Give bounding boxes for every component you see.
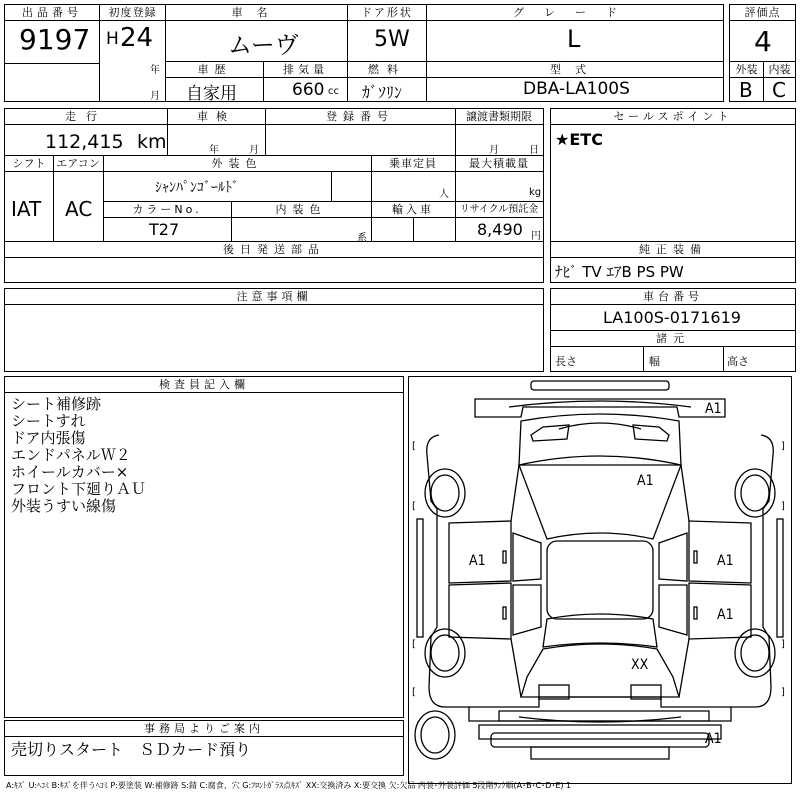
interior-label: 内装 — [764, 62, 795, 78]
color-number: T27 — [149, 220, 180, 239]
legend-text: A:ｷｽﾞ U:ﾍｺﾐ B:ｷｽﾞを伴うﾍｺﾐ P:要塗装 W:補修跡 S:錆 C:腐食、穴 G:ﾌﾛﾝﾄｶﾞﾗｽ点ｷｽﾞ XX:交換済み X:要交換 欠:欠品 内装･外装評価 5段階ﾗﾝｸ順(A･B･C･D･E) 1 — [6, 781, 572, 790]
color-no-label: カラーNo. — [132, 203, 202, 216]
chassis-number: LA100S-0171619 — [603, 308, 741, 327]
specs-box — [4, 108, 544, 242]
grade-box — [426, 4, 724, 62]
score-label: 評価点 — [730, 5, 795, 21]
inspector-line: 外装うすい線傷 — [11, 497, 117, 515]
history-box — [165, 61, 264, 102]
door-label: ドア形状 — [348, 5, 426, 21]
registration-year: 24 — [120, 23, 154, 53]
score: 4 — [754, 25, 772, 58]
notes-label: 注意事項欄 — [5, 289, 543, 305]
later-parts-label: 後日発送部品 — [5, 242, 543, 258]
height-label: 高さ — [727, 355, 749, 368]
inspector-line: シートすれ — [11, 412, 86, 430]
displacement: 660 — [292, 80, 325, 100]
mileage: 112,415 — [45, 131, 124, 153]
notes-box — [4, 288, 544, 372]
interior-grade: C — [772, 78, 786, 102]
load-label: 最大積載量 — [469, 157, 529, 170]
displacement-box — [263, 61, 348, 102]
mileage-unit: km — [137, 131, 167, 153]
first-registration-box — [99, 4, 166, 102]
bracket-mark: [ — [412, 639, 416, 650]
car-name-box — [165, 4, 348, 62]
mileage-label: 走行 — [65, 110, 107, 123]
month-unit: 月 — [150, 91, 160, 102]
damage-mark: A1 — [705, 731, 722, 747]
exterior-label: 外装 — [730, 62, 763, 78]
interior-color-unit: 系 — [357, 233, 367, 244]
transfer-day: 日 — [529, 145, 539, 156]
bracket-mark: ] — [781, 687, 785, 698]
model-label: 型式 — [427, 62, 723, 78]
inspector-label: 検査員記入欄 — [5, 377, 403, 393]
inspector-line: フロント下廻りＡＵ — [11, 480, 147, 498]
office-text: 売切りスタート ＳＤカード預り — [11, 740, 252, 759]
door-type: 5W — [374, 27, 410, 52]
sales-points-box — [550, 108, 796, 242]
chassis-box — [550, 288, 796, 372]
score-box — [729, 4, 796, 62]
recycle-unit: 円 — [531, 231, 541, 242]
sales-points-label: セールスポイント — [551, 109, 795, 125]
inspection-month: 月 — [249, 145, 259, 156]
load-unit: kg — [529, 187, 542, 198]
displacement-label: 排気量 — [264, 62, 347, 78]
grade: L — [567, 25, 581, 53]
inspector-line: ホイールカバー× — [11, 463, 129, 481]
width-label: 幅 — [649, 355, 660, 368]
office-box — [4, 720, 404, 776]
car-name-label: 車名 — [166, 5, 347, 21]
grade-label: グレード — [427, 5, 723, 21]
ac-label: エアコン — [56, 157, 100, 170]
inspector-box — [4, 376, 404, 718]
damage-mark: A1 — [469, 553, 486, 569]
damage-mark: XX — [631, 657, 649, 673]
era: H — [106, 29, 119, 49]
genuine-equipment-text: ﾅﾋﾞ TV ｴｱB PS PW — [555, 263, 684, 281]
import-label: 輸入車 — [392, 203, 434, 216]
bracket-mark: ] — [781, 501, 785, 512]
exterior-grade: B — [739, 78, 753, 102]
first-registration-label: 初度登録 — [100, 5, 165, 21]
lot-number-label: 出品番号 — [5, 5, 99, 21]
bracket-mark: [ — [412, 501, 416, 512]
recycle-fee: 8,490 — [477, 220, 523, 239]
interior-color-label: 内装色 — [275, 203, 327, 216]
interior-grade-box — [763, 61, 796, 102]
lot-number-box — [4, 4, 100, 102]
color-label: 外装色 — [211, 157, 263, 170]
reg-number-label: 登録番号 — [326, 110, 394, 123]
year-unit: 年 — [150, 65, 160, 76]
dimensions-label: 諸元 — [656, 332, 690, 345]
inspector-line: エンドパネルＷ２ — [11, 446, 131, 464]
inspection-year: 年 — [209, 145, 219, 156]
shift: IAT — [11, 197, 42, 221]
exterior-grade-box — [729, 61, 764, 102]
shift-label: シフト — [12, 157, 46, 170]
bracket-mark: [ — [412, 687, 416, 698]
chassis-label: 車台番号 — [551, 289, 795, 305]
capacity-unit: 人 — [439, 189, 449, 200]
model-box — [426, 61, 724, 102]
ac: AC — [65, 197, 93, 221]
history-label: 車歴 — [166, 62, 263, 78]
model: DBA-LA100S — [523, 79, 630, 99]
fuel-box — [347, 61, 427, 102]
fuel-label: 燃料 — [348, 62, 426, 78]
damage-mark: A1 — [717, 607, 734, 623]
car-outline-drawing — [409, 377, 791, 783]
lot-number: 9197 — [19, 23, 91, 56]
history: 自家用 — [186, 84, 237, 104]
later-parts-box — [4, 241, 544, 283]
inspector-line: ドア内張傷 — [11, 429, 86, 447]
genuine-equipment-label: 純正装備 — [551, 242, 795, 258]
recycle-label: リサイクル預託金 — [459, 204, 539, 215]
inspection-label: 車検 — [197, 110, 235, 123]
damage-mark: A1 — [705, 401, 722, 417]
car-name: ムーヴ — [228, 31, 299, 59]
bracket-mark: ] — [781, 639, 785, 650]
damage-mark: A1 — [717, 553, 734, 569]
transfer-month: 月 — [489, 145, 499, 156]
capacity-label: 乗車定員 — [389, 157, 437, 170]
damage-mark: A1 — [637, 473, 654, 489]
length-label: 長さ — [555, 355, 577, 368]
inspector-line: シート補修跡 — [11, 395, 102, 413]
genuine-equipment-box — [550, 241, 796, 283]
fuel: ｶﾞｿﾘﾝ — [362, 83, 403, 102]
transfer-label: 譲渡書類期限 — [466, 110, 532, 123]
exterior-color: ｼｬﾝﾊﾟﾝｺﾞｰﾙﾄﾞ — [155, 180, 239, 196]
car-diagram — [408, 376, 792, 784]
sales-points-text: ★ETC — [555, 130, 603, 149]
displacement-unit: cc — [328, 86, 339, 97]
office-label: 事務局よりご案内 — [5, 721, 403, 737]
bracket-mark: [ — [412, 441, 416, 452]
bracket-mark: ] — [781, 441, 785, 452]
door-box — [347, 4, 427, 62]
